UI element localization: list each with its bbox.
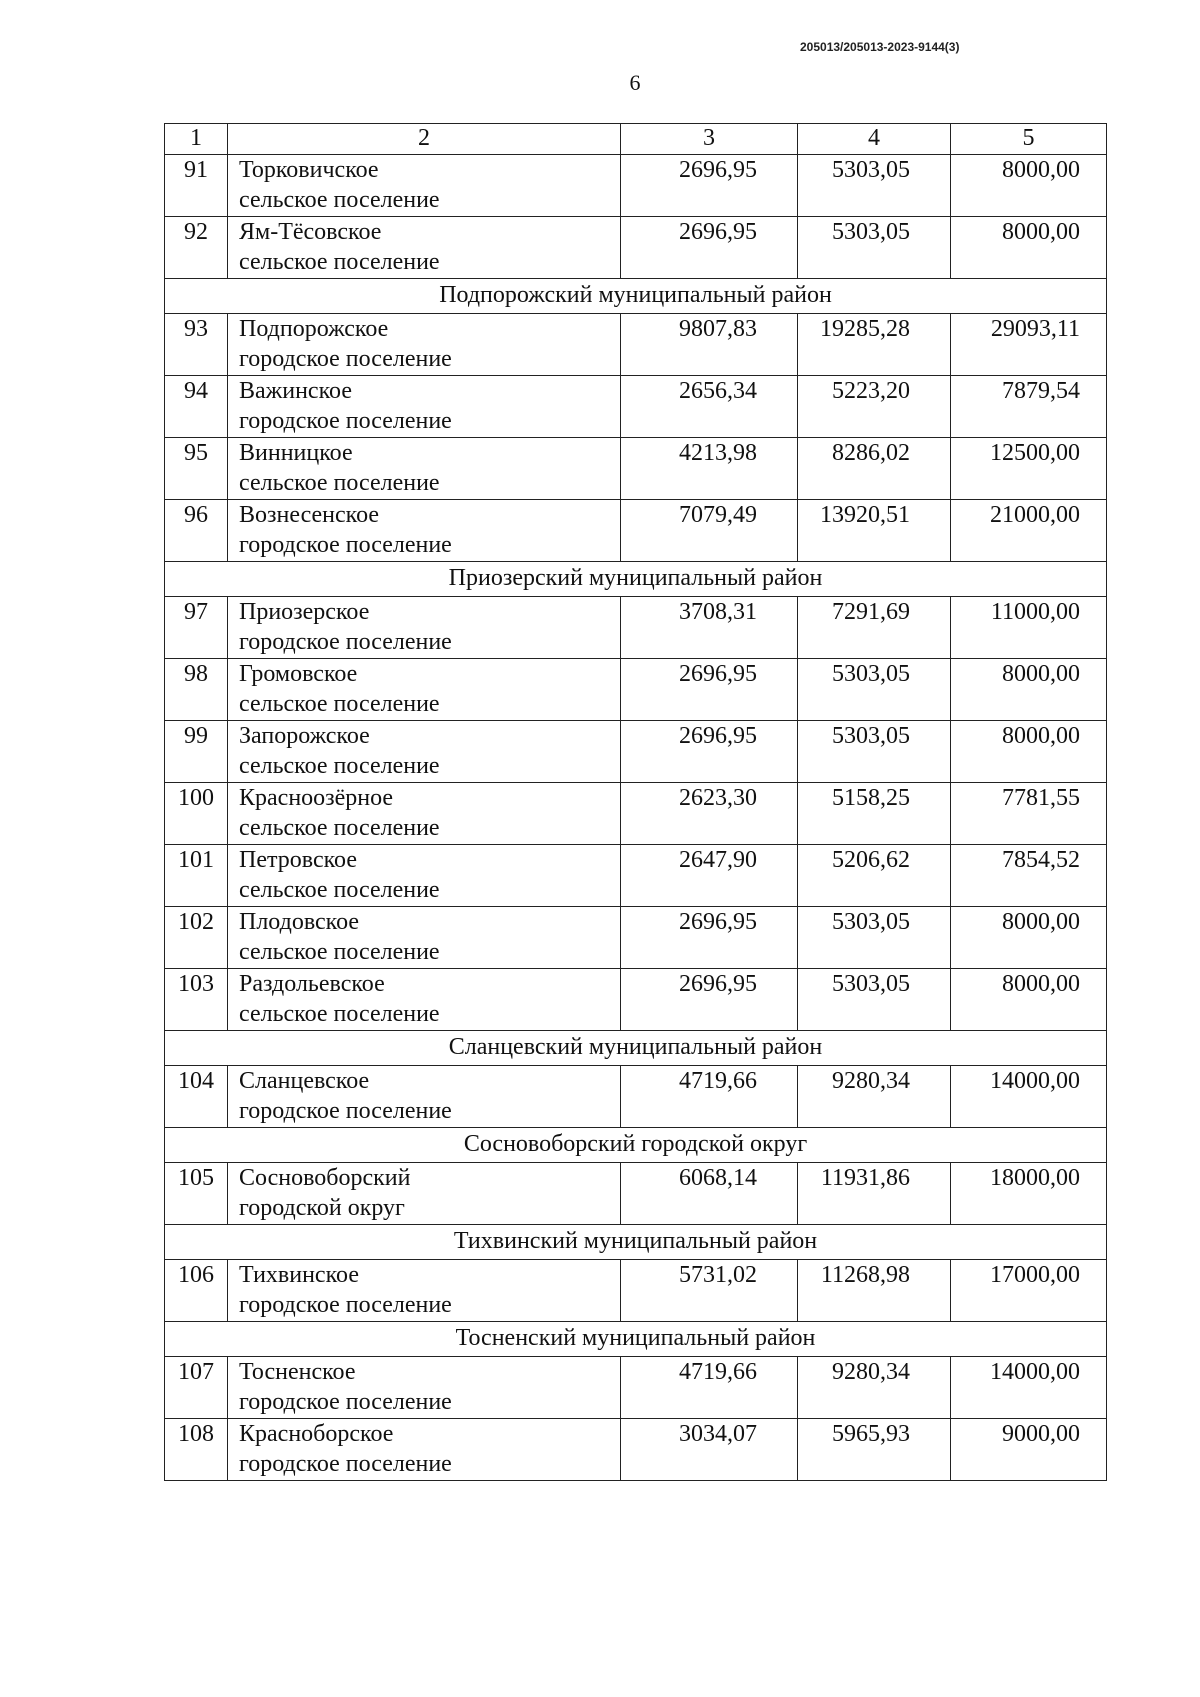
settlement-name (228, 376, 621, 438)
value-cell-c4: 19285,28 (798, 314, 951, 376)
row-number: 95 (165, 438, 228, 500)
table-row (165, 783, 1107, 845)
section-title: Сосновоборский городской округ (165, 1128, 1107, 1163)
document-id: 205013/205013-2023-9144(3) (800, 40, 960, 54)
settlement-name (228, 659, 621, 721)
value-cell-c3: 3034,07 (621, 1419, 798, 1481)
section-row (165, 1128, 1107, 1163)
value-cell-c3: 4213,98 (621, 438, 798, 500)
settlement-type-line: городское поселение (239, 532, 452, 558)
section-title: Тосненский муниципальный район (165, 1322, 1107, 1357)
settlement-name-line: Тихвинское (239, 1262, 359, 1288)
settlement-name (228, 845, 621, 907)
section-title: Тихвинский муниципальный район (165, 1225, 1107, 1260)
page-number: 6 (629, 70, 641, 95)
settlement-name (228, 314, 621, 376)
settlement-type-line: городское поселение (239, 1389, 452, 1415)
table-row (165, 438, 1107, 500)
value-cell-c5: 9000,00 (951, 1419, 1107, 1481)
settlement-name (228, 155, 621, 217)
settlement-type-line: сельское поселение (239, 1001, 440, 1027)
allocation-table (164, 123, 1107, 1481)
value-cell-c3: 9807,83 (621, 314, 798, 376)
settlement-name-line: Приозерское (239, 599, 370, 625)
table-row (165, 1163, 1107, 1225)
row-number: 97 (165, 597, 228, 659)
settlement-name-line: Сосновоборский (239, 1165, 411, 1191)
value-cell-c4: 5206,62 (798, 845, 951, 907)
settlement-name (228, 500, 621, 562)
settlement-name-line: Красноборское (239, 1421, 394, 1447)
value-cell-c5: 7879,54 (951, 376, 1107, 438)
value-cell-c5: 7781,55 (951, 783, 1107, 845)
column-header-row (165, 124, 1107, 155)
column-header: 1 (165, 124, 228, 155)
settlement-name-line: Тосненское (239, 1359, 356, 1385)
value-cell-c3: 2696,95 (621, 969, 798, 1031)
section-row (165, 1322, 1107, 1357)
table-row (165, 155, 1107, 217)
settlement-type-line: городское поселение (239, 1098, 452, 1124)
value-cell-c4: 9280,34 (798, 1357, 951, 1419)
value-cell-c5: 21000,00 (951, 500, 1107, 562)
value-cell-c3: 2696,95 (621, 217, 798, 279)
settlement-name (228, 217, 621, 279)
value-cell-c4: 9280,34 (798, 1066, 951, 1128)
section-row (165, 1225, 1107, 1260)
column-header: 5 (951, 124, 1107, 155)
settlement-name (228, 1419, 621, 1481)
value-cell-c4: 5303,05 (798, 217, 951, 279)
value-cell-c3: 7079,49 (621, 500, 798, 562)
value-cell-c4: 5158,25 (798, 783, 951, 845)
table-row (165, 500, 1107, 562)
value-cell-c5: 14000,00 (951, 1066, 1107, 1128)
section-title: Приозерский муниципальный район (165, 562, 1107, 597)
value-cell-c5: 17000,00 (951, 1260, 1107, 1322)
settlement-name (228, 1260, 621, 1322)
settlement-type-line: городской округ (239, 1195, 405, 1221)
value-cell-c4: 13920,51 (798, 500, 951, 562)
value-cell-c5: 7854,52 (951, 845, 1107, 907)
section-row (165, 1031, 1107, 1066)
value-cell-c4: 5965,93 (798, 1419, 951, 1481)
row-number: 93 (165, 314, 228, 376)
value-cell-c4: 5303,05 (798, 721, 951, 783)
table-row (165, 1419, 1107, 1481)
table-row (165, 721, 1107, 783)
value-cell-c3: 2647,90 (621, 845, 798, 907)
settlement-name (228, 1066, 621, 1128)
row-number: 104 (165, 1066, 228, 1128)
table-row (165, 969, 1107, 1031)
section-row (165, 562, 1107, 597)
settlement-name-line: Винницкое (239, 440, 353, 466)
row-number: 98 (165, 659, 228, 721)
value-cell-c3: 6068,14 (621, 1163, 798, 1225)
row-number: 96 (165, 500, 228, 562)
row-number: 107 (165, 1357, 228, 1419)
value-cell-c3: 2656,34 (621, 376, 798, 438)
table-row (165, 217, 1107, 279)
section-title: Сланцевский муниципальный район (165, 1031, 1107, 1066)
value-cell-c4: 5303,05 (798, 155, 951, 217)
value-cell-c3: 4719,66 (621, 1357, 798, 1419)
value-cell-c3: 2696,95 (621, 721, 798, 783)
settlement-name (228, 969, 621, 1031)
settlement-type-line: сельское поселение (239, 249, 440, 275)
settlement-name-line: Раздольевское (239, 971, 385, 997)
column-header: 4 (798, 124, 951, 155)
section-title: Подпорожский муниципальный район (165, 279, 1107, 314)
value-cell-c4: 5303,05 (798, 907, 951, 969)
settlement-type-line: городское поселение (239, 1451, 452, 1477)
row-number: 94 (165, 376, 228, 438)
value-cell-c5: 8000,00 (951, 907, 1107, 969)
row-number: 106 (165, 1260, 228, 1322)
table-row (165, 907, 1107, 969)
value-cell-c5: 8000,00 (951, 155, 1107, 217)
settlement-name (228, 721, 621, 783)
settlement-type-line: сельское поселение (239, 753, 440, 779)
value-cell-c4: 7291,69 (798, 597, 951, 659)
settlement-type-line: сельское поселение (239, 470, 440, 496)
value-cell-c4: 5223,20 (798, 376, 951, 438)
table-row (165, 845, 1107, 907)
row-number: 103 (165, 969, 228, 1031)
settlement-type-line: сельское поселение (239, 877, 440, 903)
row-number: 91 (165, 155, 228, 217)
settlement-name-line: Петровское (239, 847, 357, 873)
settlement-name-line: Плодовское (239, 909, 360, 935)
value-cell-c4: 5303,05 (798, 659, 951, 721)
value-cell-c3: 2696,95 (621, 907, 798, 969)
table-row (165, 1066, 1107, 1128)
settlement-type-line: сельское поселение (239, 939, 440, 965)
value-cell-c4: 5303,05 (798, 969, 951, 1031)
settlement-name-line: Ям-Тёсовское (239, 219, 382, 245)
value-cell-c5: 8000,00 (951, 721, 1107, 783)
settlement-name-line: Подпорожское (239, 316, 389, 342)
row-number: 99 (165, 721, 228, 783)
column-header: 2 (228, 124, 621, 155)
settlement-type-line: сельское поселение (239, 815, 440, 841)
value-cell-c4: 11268,98 (798, 1260, 951, 1322)
value-cell-c3: 2696,95 (621, 659, 798, 721)
value-cell-c5: 14000,00 (951, 1357, 1107, 1419)
settlement-type-line: городское поселение (239, 629, 452, 655)
settlement-name-line: Громовское (239, 661, 358, 687)
value-cell-c3: 3708,31 (621, 597, 798, 659)
settlement-name (228, 597, 621, 659)
value-cell-c3: 2623,30 (621, 783, 798, 845)
value-cell-c5: 29093,11 (951, 314, 1107, 376)
settlement-name-line: Торковичское (239, 157, 379, 183)
value-cell-c4: 8286,02 (798, 438, 951, 500)
row-number: 101 (165, 845, 228, 907)
table-row (165, 1357, 1107, 1419)
table-row (165, 597, 1107, 659)
row-number: 102 (165, 907, 228, 969)
settlement-type-line: городское поселение (239, 346, 452, 372)
settlement-name (228, 783, 621, 845)
value-cell-c5: 18000,00 (951, 1163, 1107, 1225)
value-cell-c3: 2696,95 (621, 155, 798, 217)
table-row (165, 376, 1107, 438)
settlement-name-line: Вознесенское (239, 502, 380, 528)
row-number: 105 (165, 1163, 228, 1225)
settlement-name-line: Запорожское (239, 723, 370, 749)
value-cell-c4: 11931,86 (798, 1163, 951, 1225)
value-cell-c3: 4719,66 (621, 1066, 798, 1128)
table-row (165, 314, 1107, 376)
value-cell-c5: 8000,00 (951, 217, 1107, 279)
value-cell-c5: 8000,00 (951, 659, 1107, 721)
settlement-name (228, 438, 621, 500)
settlement-name (228, 907, 621, 969)
settlement-name-line: Сланцевское (239, 1068, 370, 1094)
value-cell-c5: 12500,00 (951, 438, 1107, 500)
settlement-name-line: Важинское (239, 378, 352, 404)
settlement-type-line: городское поселение (239, 1292, 452, 1318)
section-row (165, 279, 1107, 314)
row-number: 92 (165, 217, 228, 279)
row-number: 108 (165, 1419, 228, 1481)
settlement-type-line: сельское поселение (239, 187, 440, 213)
value-cell-c5: 8000,00 (951, 969, 1107, 1031)
settlement-type-line: городское поселение (239, 408, 452, 434)
settlement-name (228, 1163, 621, 1225)
table-row (165, 1260, 1107, 1322)
value-cell-c3: 5731,02 (621, 1260, 798, 1322)
settlement-type-line: сельское поселение (239, 691, 440, 717)
column-header: 3 (621, 124, 798, 155)
value-cell-c5: 11000,00 (951, 597, 1107, 659)
settlement-name (228, 1357, 621, 1419)
settlement-name-line: Красноозёрное (239, 785, 394, 811)
table-row (165, 659, 1107, 721)
row-number: 100 (165, 783, 228, 845)
